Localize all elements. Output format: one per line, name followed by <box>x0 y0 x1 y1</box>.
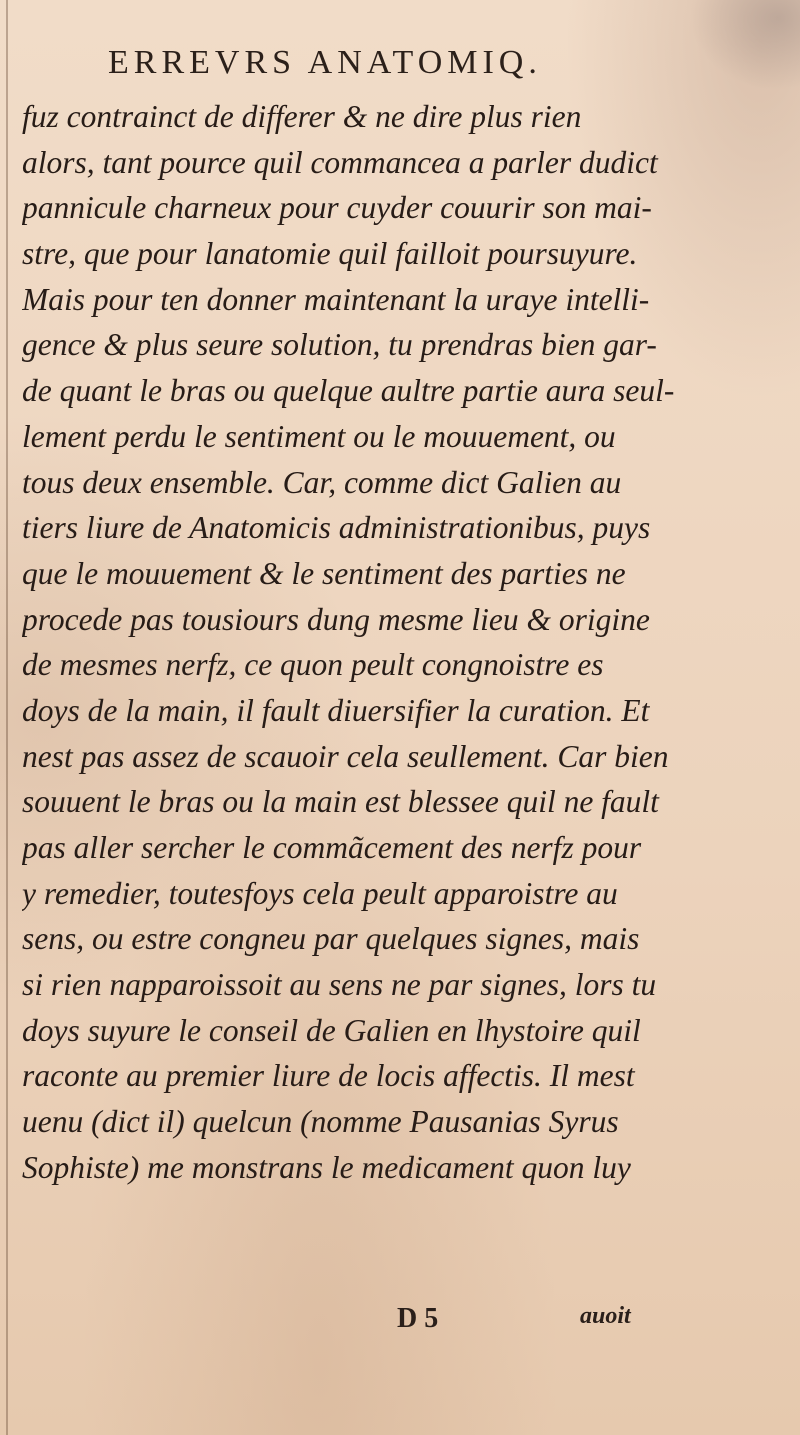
page-footer <box>0 1303 800 1343</box>
text-line: procede pas tousiours dung mesme lieu & origine <box>22 601 650 637</box>
running-head: ERREVRS ANATOMIQ. <box>108 44 542 81</box>
text-line: de quant le bras ou quelque aultre partie aura seul- <box>22 373 675 409</box>
text-line: pannicule charneux pour cuyder couurir son mai- <box>22 190 652 226</box>
text-line: lement perdu le sentiment ou le mouuement, ou <box>22 418 616 454</box>
text-block <box>22 94 762 1191</box>
text-line: raconte au premier liure de locis affectis. Il mest <box>22 1058 635 1094</box>
text-line: de mesmes nerfz, ce quon peult congnoistre es <box>22 647 604 683</box>
text-line: sens, ou estre congneu par quelques signes, mais <box>22 921 640 957</box>
text-line: si rien napparoissoit au sens ne par signes, lors tu <box>22 967 657 1003</box>
signature-mark: D 5 <box>397 1303 439 1334</box>
text-line: doys de la main, il fault diuersifier la curation. Et <box>22 692 650 728</box>
text-line: que le mouuement & le sentiment des parties ne <box>22 555 626 591</box>
paper-stain <box>690 0 800 90</box>
text-line: tiers liure de Anatomicis administrationibus, puys <box>22 510 651 546</box>
page-edge <box>6 0 8 1435</box>
text-line: souuent le bras ou la main est blessee quil ne fault <box>22 784 659 820</box>
text-line: alors, tant pource quil commancea a parler dudict <box>22 144 658 180</box>
text-line: gence & plus seure solution, tu prendras bien gar- <box>22 327 657 363</box>
text-line: pas aller sercher le commãcement des nerfz pour <box>22 830 642 865</box>
text-line: Sophiste) me monstrans le medicament quon luy <box>22 1149 631 1185</box>
text-line: stre, que pour lanatomie quil failloit poursuyure. <box>22 236 638 272</box>
catchword: auoit <box>580 1303 631 1329</box>
text-line: uenu (dict il) quelcun (nomme Pausanias Syrus <box>22 1104 619 1140</box>
text-line: y remedier, toutesfoys cela peult apparoistre au <box>22 875 618 911</box>
text-line: Mais pour ten donner maintenant la uraye intelli- <box>22 281 650 317</box>
text-line: doys suyure le conseil de Galien en lhystoire quil <box>22 1012 641 1048</box>
text-line: fuz contrainct de differer & ne dire plus rien <box>22 99 582 134</box>
text-line: nest pas assez de scauoir cela seullement. Car bien <box>22 738 669 774</box>
text-line: tous deux ensemble. Car, comme dict Galien au <box>22 464 622 500</box>
